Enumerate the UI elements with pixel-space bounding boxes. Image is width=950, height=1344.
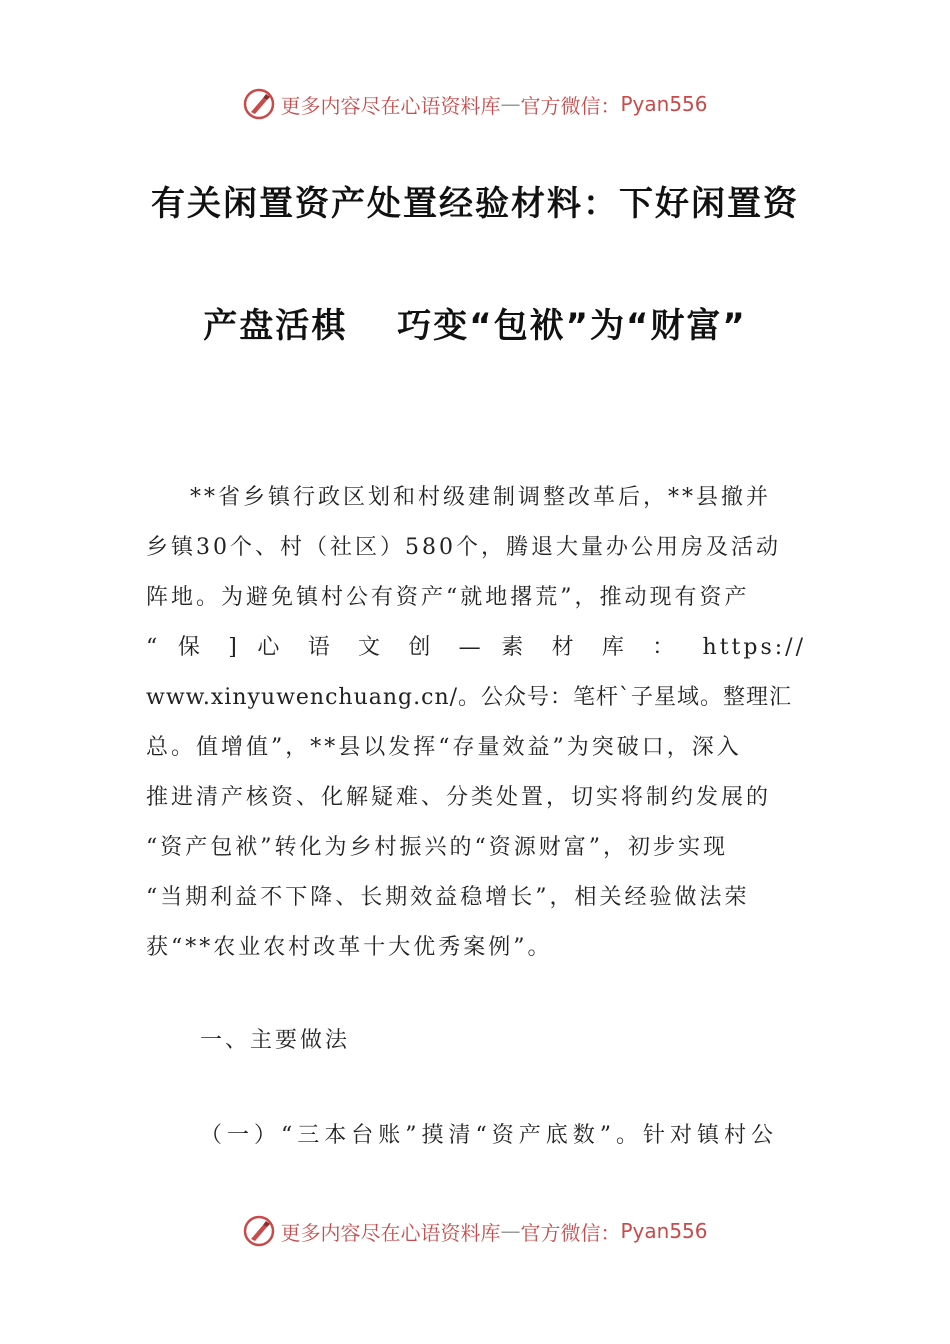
- watermark-id: Pyan556: [620, 1219, 708, 1243]
- pen-logo-icon: [242, 1214, 276, 1248]
- watermark-official: 官方微信：: [520, 1220, 621, 1245]
- watermark-official: 官方微信：: [520, 93, 621, 118]
- paragraph-line: “资产包袱”转化为乡村振兴的“资源财富”，初步实现: [146, 835, 728, 860]
- document-title-line1: 有关闲置资产处置经验材料：下好闲置资: [151, 184, 799, 224]
- paragraph-1: [146, 473, 806, 973]
- paragraph-line: 推进清产核资、化解疑难、分类处置，切实将制约发展的: [146, 785, 772, 810]
- pen-logo-icon: [242, 87, 276, 121]
- paragraph-line: “ 保 ] 心 语 文 创 — 素 材 库 ： https://: [146, 635, 806, 660]
- paragraph-line: 乡镇30个、村（社区）580个，腾退大量办公用房及活动: [146, 535, 781, 560]
- watermark-footer: [0, 1211, 950, 1251]
- paragraph-line: 获“**农业农村改革十大优秀案例”。: [146, 935, 553, 960]
- document-title-line2: [0, 298, 950, 347]
- watermark-header: [0, 84, 950, 124]
- title-line2-part1: 产盘活棋: [203, 306, 348, 346]
- paragraph-line: www.xinyuwenchuang.cn/。公众号：笔杆`子星域。整理汇: [146, 685, 793, 710]
- paragraph-line: **省乡镇行政区划和村级建制调整改革后，**县撤并: [190, 485, 772, 510]
- watermark-separator: —: [500, 92, 521, 116]
- subsection-line: （一）“三本台账”摸清“资产底数”。针对镇村公: [200, 1123, 778, 1148]
- paragraph-line: 阵地。为避免镇村公有资产“就地撂荒”，推动现有资产: [146, 585, 750, 610]
- watermark-id: Pyan556: [620, 92, 708, 116]
- watermark-text: 更多内容尽在心语资料库: [280, 93, 501, 118]
- paragraph-line: “当期利益不下降、长期效益稳增长”，相关经验做法荣: [146, 885, 750, 910]
- watermark-text: 更多内容尽在心语资料库: [280, 1220, 501, 1245]
- title-line2-part2: 巧变“包袱”为“财富”: [397, 306, 747, 346]
- watermark-separator: —: [500, 1219, 521, 1243]
- section-heading: 一、主要做法: [200, 1028, 351, 1053]
- paragraph-line: 总。值增值”，**县以发挥“存量效益”为突破口，深入: [146, 735, 742, 760]
